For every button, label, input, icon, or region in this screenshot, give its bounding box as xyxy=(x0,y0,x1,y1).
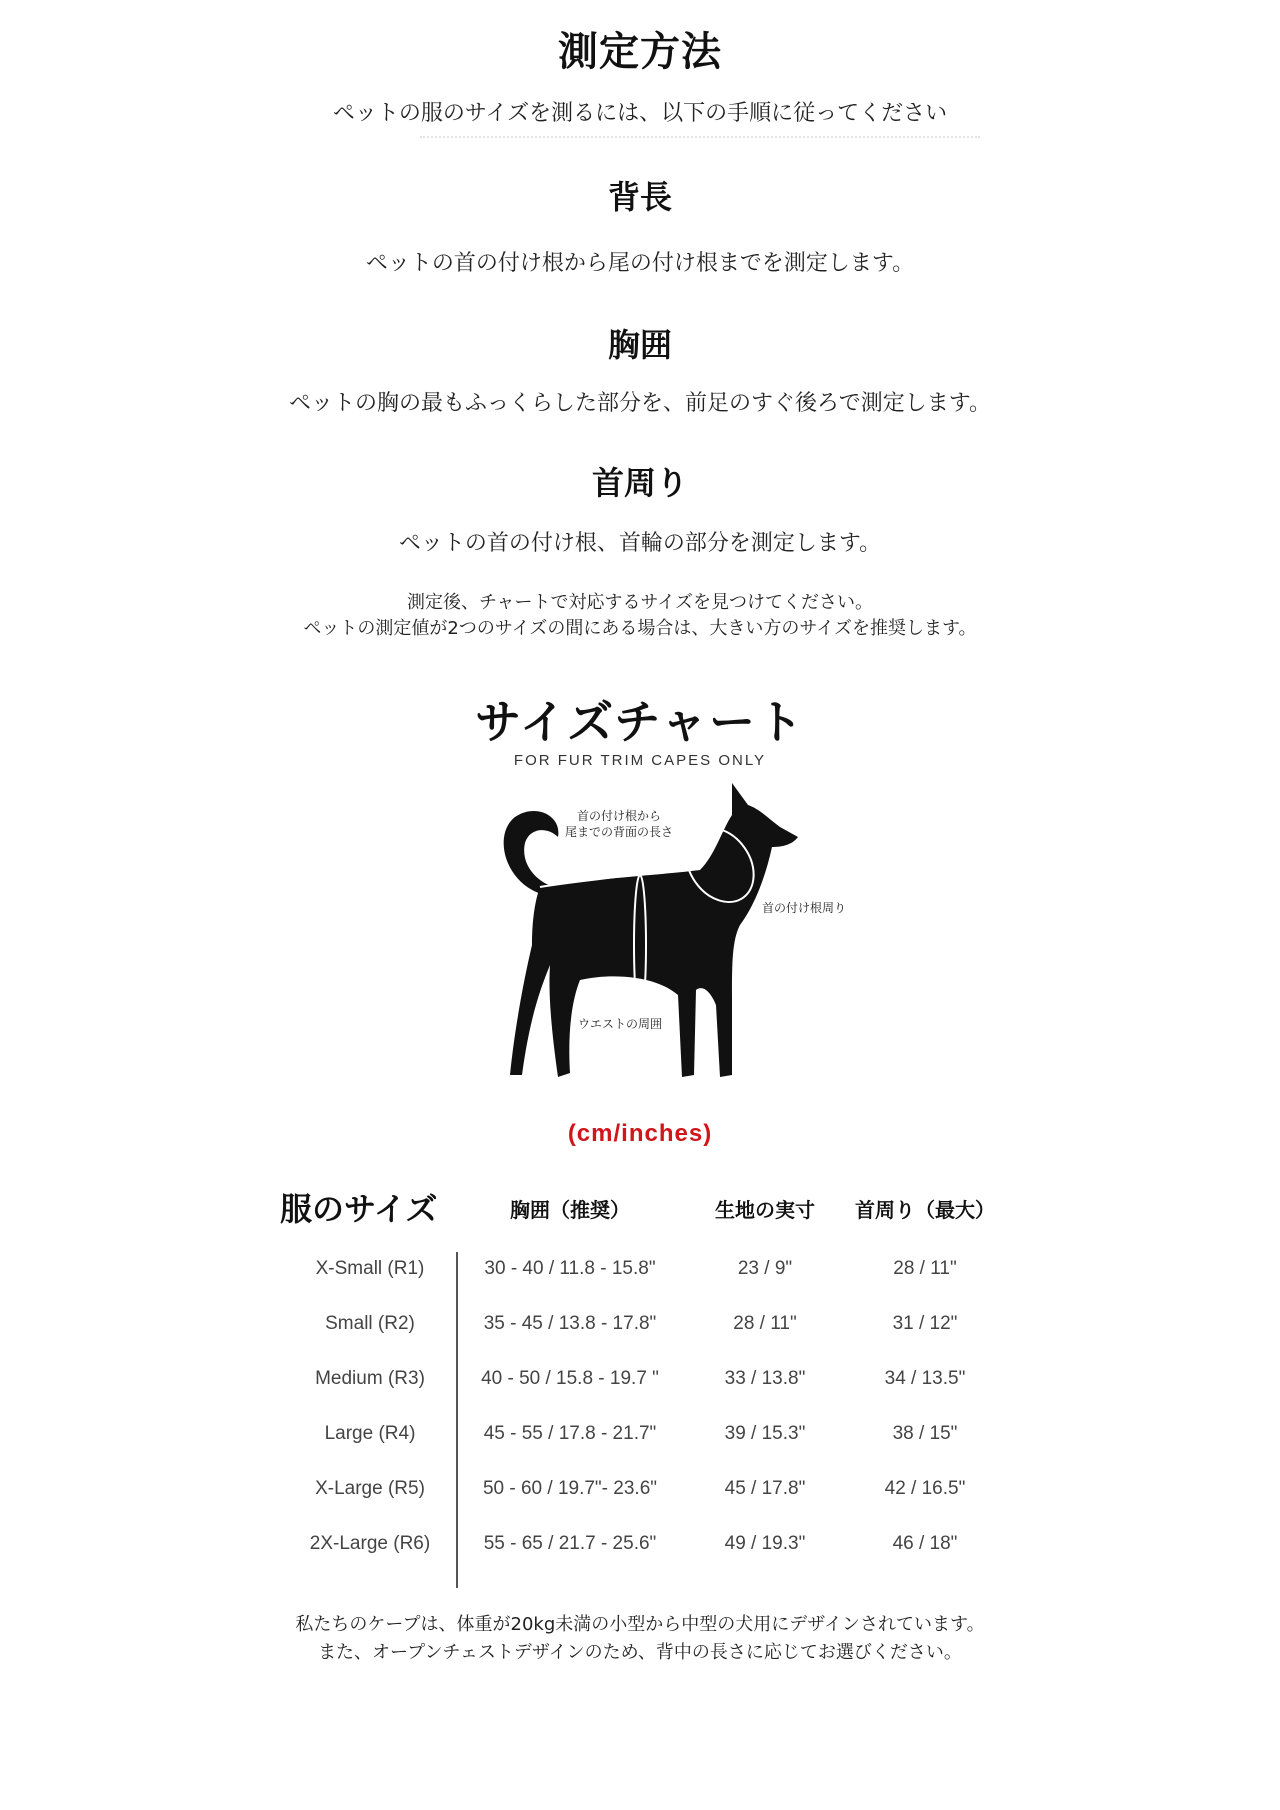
divider xyxy=(420,136,980,138)
section-text-neck: ペットの首の付け根、首輪の部分を測定します。 xyxy=(398,531,882,556)
units-label: (cm/inches) xyxy=(567,1120,713,1147)
cell-size: Large (R4) xyxy=(324,1423,416,1444)
dog-tail xyxy=(504,811,559,895)
table-row xyxy=(0,1478,1280,1508)
cell-size: X-Small (R1) xyxy=(315,1258,425,1279)
cell-chest: 30 - 40 / 11.8 - 15.8" xyxy=(484,1258,656,1279)
section-heading-chest: 胸囲 xyxy=(607,326,672,364)
table-row xyxy=(0,1313,1280,1343)
cell-neck: 42 / 16.5" xyxy=(884,1478,966,1499)
cell-fabric: 33 / 13.8" xyxy=(724,1368,806,1389)
cell-neck: 38 / 15" xyxy=(892,1423,958,1444)
cell-fabric: 28 / 11" xyxy=(733,1313,797,1334)
table-row xyxy=(0,1423,1280,1453)
cell-chest: 55 - 65 / 21.7 - 25.6" xyxy=(483,1533,657,1554)
table-header-fabric: 生地の実寸 xyxy=(715,1198,815,1222)
table-header-neck: 首周り（最大） xyxy=(855,1198,995,1222)
table-row xyxy=(0,1258,1280,1288)
cell-neck: 46 / 18" xyxy=(892,1533,958,1554)
cell-size: 2X-Large (R6) xyxy=(309,1533,431,1554)
label-back-length: 首の付け根から 尾までの背面の長さ xyxy=(565,809,674,839)
after-note-line1: 測定後、チャートで対応するサイズを見つけてください。 xyxy=(406,592,874,613)
cell-fabric: 45 / 17.8" xyxy=(724,1478,806,1499)
cell-chest: 40 - 50 / 15.8 - 19.7 " xyxy=(481,1368,659,1389)
label-neck: 首の付け根周り xyxy=(762,901,847,915)
table-row xyxy=(0,1533,1280,1563)
cell-chest: 45 - 55 / 17.8 - 21.7" xyxy=(483,1423,657,1444)
cell-fabric: 23 / 9" xyxy=(737,1258,793,1279)
cell-chest: 35 - 45 / 13.8 - 17.8" xyxy=(483,1313,657,1334)
label-waist: ウエストの周囲 xyxy=(578,1017,663,1031)
section-heading-neck: 首周り xyxy=(591,464,688,502)
after-note-line2: ペットの測定値が2つのサイズの間にある場合は、大きい方のサイズを推奨します。 xyxy=(303,618,977,639)
section-heading-back-length: 背長 xyxy=(607,178,672,216)
cell-size: Medium (R3) xyxy=(315,1368,425,1389)
footer-line1: 私たちのケープは、体重が20kg未満の小型から中型の犬用にデザインされています。 xyxy=(295,1614,985,1635)
footer-line2: また、オープンチェストデザインのため、背中の長さに応じてお選びください。 xyxy=(318,1642,962,1663)
cell-fabric: 39 / 15.3" xyxy=(724,1423,806,1444)
cell-neck: 34 / 13.5" xyxy=(884,1368,966,1389)
method-intro: ペットの服のサイズを測るには、以下の手順に従ってください xyxy=(332,101,948,126)
table-row xyxy=(0,1368,1280,1398)
table-header-size: 服のサイズ xyxy=(280,1190,438,1228)
table-header-chest: 胸囲（推奨） xyxy=(510,1198,630,1222)
section-text-back-length: ペットの首の付け根から尾の付け根までを測定します。 xyxy=(365,251,915,276)
cell-neck: 28 / 11" xyxy=(893,1258,957,1279)
cell-size: Small (R2) xyxy=(325,1313,415,1334)
cell-neck: 31 / 12" xyxy=(892,1313,958,1334)
size-chart-title: サイズチャート xyxy=(474,695,806,749)
method-title: 測定方法 xyxy=(558,29,722,75)
section-text-chest: ペットの胸の最もふっくらした部分を、前足のすぐ後ろで測定します。 xyxy=(288,391,992,416)
cell-size: X-Large (R5) xyxy=(315,1478,425,1499)
cell-chest: 50 - 60 / 19.7"- 23.6" xyxy=(482,1478,658,1499)
size-chart-subtitle: FOR FUR TRIM CAPES ONLY xyxy=(513,752,767,769)
cell-fabric: 49 / 19.3" xyxy=(724,1533,806,1554)
